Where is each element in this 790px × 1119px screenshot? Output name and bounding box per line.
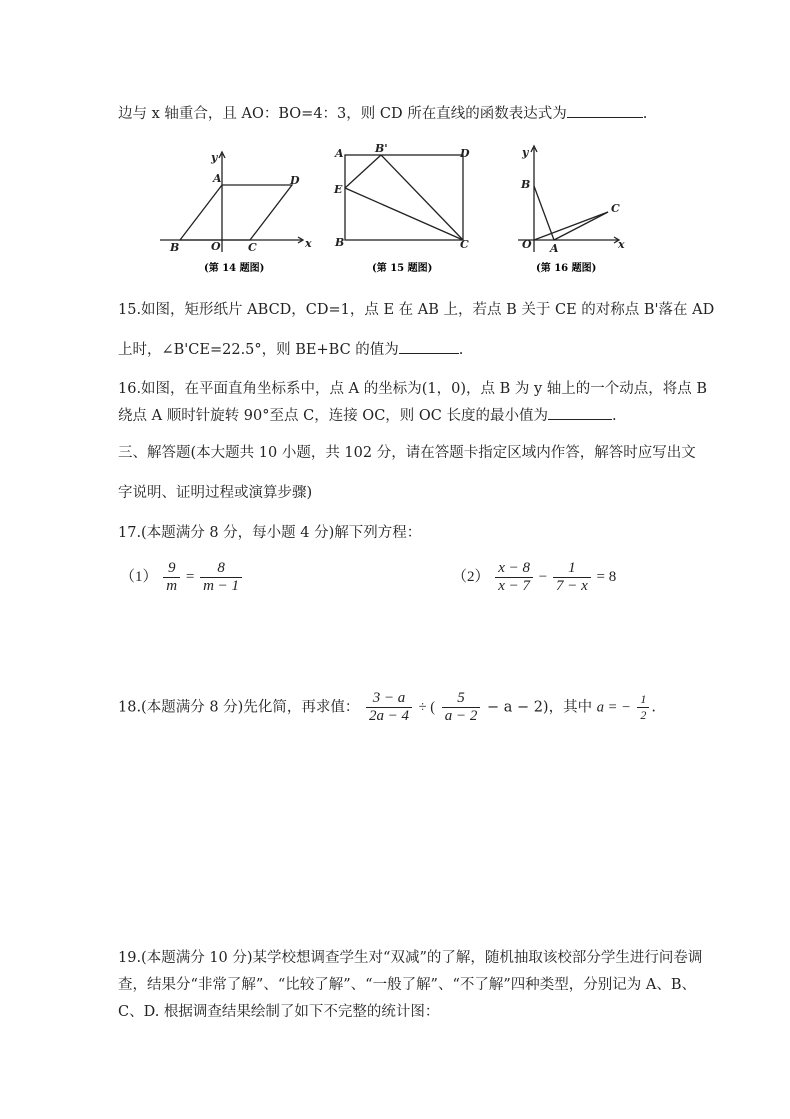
fig14-caption: (第 14 题图) <box>204 263 265 274</box>
fig14-label-x: x <box>305 237 312 250</box>
fig15-label-C: C <box>460 238 469 251</box>
fig16-caption: (第 16 题图) <box>536 263 597 274</box>
q17-part1-equation: （1） $\frac{9}{m}$ = $\frac{8}{m - 1}$ <box>120 560 244 595</box>
fig15-caption: (第 15 题图) <box>372 263 433 274</box>
q17-p2-second-fraction: $\frac{1}{7 - x}$ <box>553 560 591 595</box>
fig16-label-C: C <box>611 202 620 215</box>
q18-line: 18.(本题满分 8 分)先化简，再求值： $\frac{3 - a}{2a - 4}$ ÷ ( $\frac{5}{a - 2}$ − a − 2)，其中 a = − $\frac{1}{2}$ . <box>118 690 656 724</box>
fig16-label-O: O <box>522 238 532 251</box>
fig16-label-B: B <box>521 178 531 191</box>
q17-p1-right-fraction: $\frac{8}{m - 1}$ <box>200 560 242 595</box>
fig15-EB' <box>345 155 381 188</box>
fig15-label-A: A <box>335 147 344 160</box>
q19-line2: 查，结果分“非常了解”、“比较了解”、“一般了解”、“不了解”四种类型，分别记为 A、B、 <box>118 977 697 993</box>
fig16-BA <box>534 186 554 240</box>
answer-blank-15 <box>399 341 459 354</box>
q15-line2: 上时，∠B'CE=22.5°，则 BE+BC 的值为 . <box>118 342 464 358</box>
fig14-label-B: B <box>170 241 180 254</box>
fig16-AC <box>554 212 608 240</box>
answer-blank-14 <box>567 105 643 118</box>
fig15-B'C <box>381 155 463 240</box>
section3-heading-line2: 字说明、证明过程或演算步骤) <box>118 485 313 501</box>
fig14-label-A: A <box>213 172 222 185</box>
fig16-label-y: y <box>522 146 529 159</box>
q16-line2: 绕点 A 顺时针旋转 90°至点 C，连接 OC，则 OC 长度的最小值为 . <box>118 408 617 424</box>
fig14-label-D: D <box>290 174 300 187</box>
q17-p1-left-fraction: $\frac{9}{m}$ <box>163 560 180 595</box>
q17-part2-equation: （2） $\frac{x - 8}{x - 7}$ − $\frac{1}{7 - x}$ = 8 <box>452 560 617 594</box>
fig15-label-E: E <box>334 183 343 196</box>
fig16-label-A: A <box>550 242 559 255</box>
fig14-label-C: C <box>248 241 257 254</box>
q18-fraction-3: $\frac{1}{2}$ <box>637 692 649 723</box>
fig16-label-x: x <box>618 238 625 251</box>
fig15-label-Bprime: B' <box>375 142 388 155</box>
answer-blank-16 <box>548 407 612 420</box>
q17-p2-first-fraction: $\frac{x - 8}{x - 7}$ <box>495 560 533 595</box>
fig14-label-y: y <box>211 151 218 164</box>
q16-line1: 16.如图，在平面直角坐标系中，点 A 的坐标为(1，0)，点 B 为 y 轴上的一个动点，将点 B <box>118 381 708 397</box>
q14-tail-line: 边与 x 轴重合，且 AO：BO=4：3，则 CD 所在直线的函数表达式为 . <box>118 106 648 122</box>
q18-fraction-2: $\frac{5}{a - 2}$ <box>442 690 481 725</box>
q19-line1: 19.(本题满分 10 分)某学校想调查学生对“双减”的了解，随机抽取该校部分学生进行问卷调 <box>118 950 703 966</box>
q17-stem: 17.(本题满分 8 分，每小题 4 分)解下列方程： <box>118 525 422 541</box>
fig15-label-B: B <box>335 236 345 249</box>
figures-row <box>150 140 630 280</box>
fig15-label-D: D <box>460 147 470 160</box>
fig15-EC <box>345 188 463 240</box>
q15-line1: 15.如图，矩形纸片 ABCD，CD=1，点 E 在 AB 上，若点 B 关于 CE 的对称点 B'落在 AD <box>118 302 715 318</box>
q19-line3: C、D. 根据调查结果绘制了如下不完整的统计图： <box>118 1004 440 1020</box>
fig14-parallelogram <box>180 185 292 240</box>
fig14-label-O: O <box>211 240 221 253</box>
section3-heading-line1: 三、解答题(本大题共 10 小题，共 102 分，请在答题卡指定区域内作答，解答时应写出文 <box>118 445 696 461</box>
figure-14 <box>150 140 630 280</box>
fig15-rectangle <box>345 155 463 240</box>
q18-fraction-1: $\frac{3 - a}{2a - 4}$ <box>366 690 412 725</box>
